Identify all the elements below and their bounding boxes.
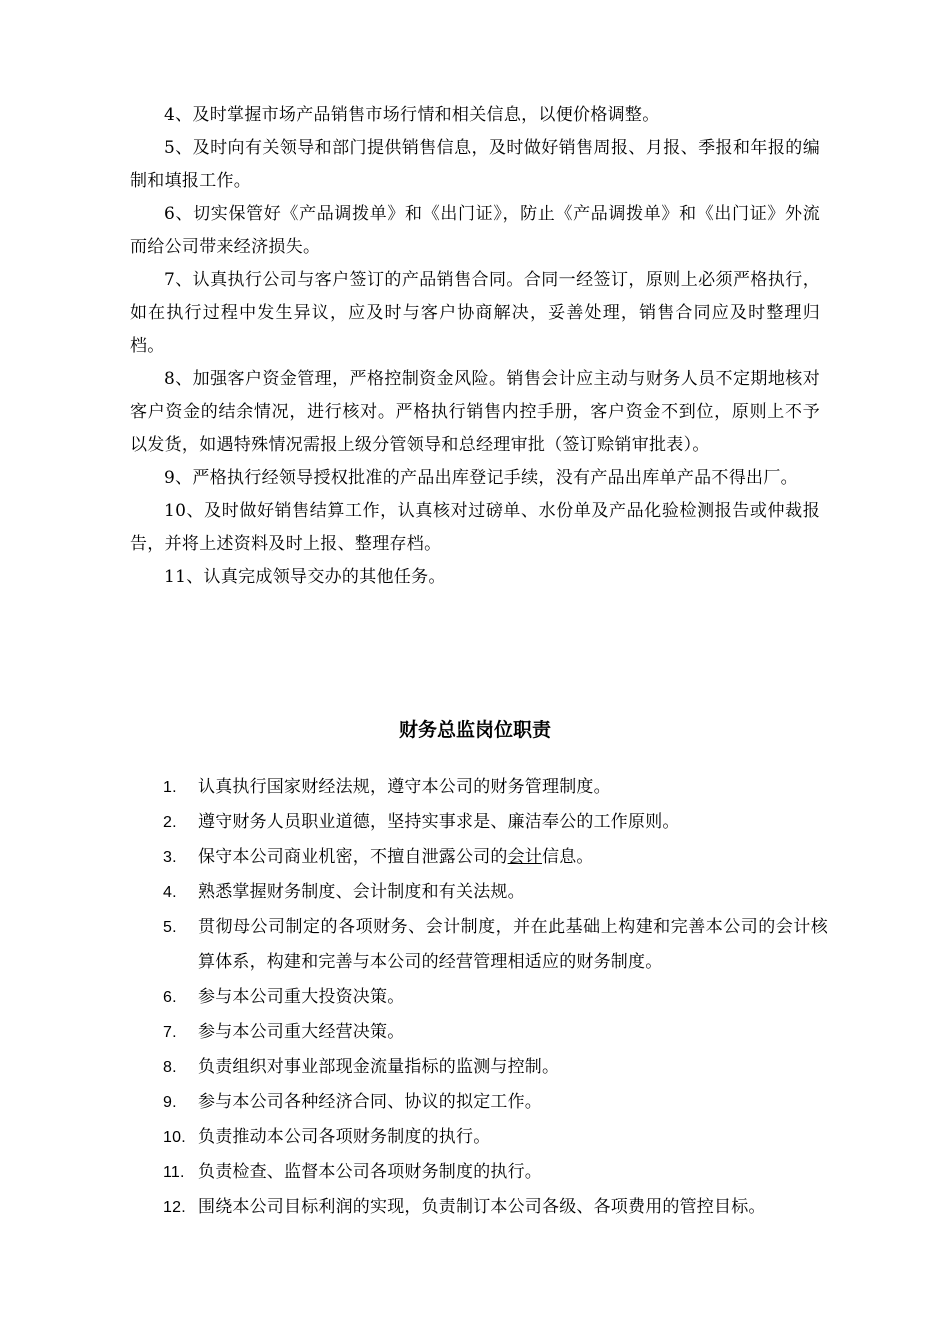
list-item-number: 5.	[163, 919, 177, 936]
list-item-number: 6.	[163, 989, 177, 1006]
list-item	[163, 840, 828, 875]
paragraph-item-11: 11、认真完成领导交办的其他任务。	[164, 567, 446, 587]
list-item-text	[198, 840, 828, 875]
list-item	[163, 805, 828, 840]
paragraph-item-7: 7、认真执行公司与客户签订的产品销售合同。合同一经签订，原则上必须严格执行，如在执行过程中发生异议，应及时与客户协商解决，妥善处理，销售合同应及时整理归档。	[130, 270, 820, 356]
paragraph-item-10: 10、及时做好销售结算工作，认真核对过磅单、水份单及产品化验检测报告或仲裁报告，并将上述资料及时上报、整理存档。	[130, 501, 820, 554]
paragraph-item-5: 5、及时向有关领导和部门提供销售信息，及时做好销售周报、月报、季报和年报的编制和填报工作。	[130, 138, 820, 191]
list-item-number: 1.	[163, 779, 177, 796]
list-item-number: 9.	[163, 1094, 177, 1111]
list-item-text: 围绕本公司目标利润的实现，负责制订本公司各级、各项费用的管控目标。	[198, 1197, 766, 1217]
list-item	[163, 1120, 828, 1155]
cfo-duties-list	[163, 770, 828, 1225]
list-item-text: 遵守财务人员职业道德，坚持实事求是、廉洁奉公的工作原则。	[198, 812, 680, 832]
paragraph-item-8: 8、加强客户资金管理，严格控制资金风险。销售会计应主动与财务人员不定期地核对客户资金的结余情况，进行核对。严格执行销售内控手册，客户资金不到位，原则上不予以发货，如遇特殊情况需报上级分管领导和总经理审批（签订赊销审批表）。	[130, 369, 820, 455]
underlined-term: 会计	[507, 847, 543, 867]
list-item	[163, 1015, 828, 1050]
list-item-text: 熟悉掌握财务制度、会计制度和有关法规。	[198, 882, 525, 902]
list-item-number: 10.	[163, 1129, 186, 1146]
list-item-text-after: 信息。	[542, 847, 594, 867]
paragraph-item-9: 9、严格执行经领导授权批准的产品出库登记手续，没有产品出库单产品不得出厂。	[164, 468, 798, 488]
paragraph-item-4: 4、及时掌握市场产品销售市场行情和相关信息，以便价格调整。	[164, 105, 660, 125]
paragraph-item-6: 6、切实保管好《产品调拨单》和《出门证》，防止《产品调拨单》和《出门证》外流而给公司带来经济损失。	[130, 204, 820, 257]
duties-paragraphs	[130, 99, 820, 594]
list-item	[163, 1050, 828, 1085]
list-item	[163, 1190, 828, 1225]
list-item	[163, 980, 828, 1015]
list-item-number: 4.	[163, 884, 177, 901]
list-item-number: 11.	[163, 1164, 185, 1181]
list-item-number: 7.	[163, 1024, 177, 1041]
list-item-number: 12.	[163, 1199, 186, 1216]
list-item-text: 负责推动本公司各项财务制度的执行。	[198, 1127, 491, 1147]
list-item	[163, 1085, 828, 1120]
list-item	[163, 1155, 828, 1190]
section-title: 财务总监岗位职责	[398, 719, 551, 741]
list-item	[163, 910, 828, 980]
list-item-text: 参与本公司重大投资决策。	[198, 987, 405, 1007]
list-item-text: 贯彻母公司制定的各项财务、会计制度，并在此基础上构建和完善本公司的会计核算体系，构建和完善与本公司的经营管理相适应的财务制度。	[198, 917, 828, 972]
list-item-text: 参与本公司各种经济合同、协议的拟定工作。	[198, 1092, 542, 1112]
list-item-number: 8.	[163, 1059, 177, 1076]
list-item	[163, 770, 828, 805]
list-item-text: 负责检查、监督本公司各项财务制度的执行。	[198, 1162, 542, 1182]
list-item-number: 3.	[163, 849, 177, 866]
list-item	[163, 875, 828, 910]
list-item-text-before: 保守本公司商业机密，不擅自泄露公司的	[198, 847, 508, 867]
list-item-text: 参与本公司重大经营决策。	[198, 1022, 405, 1042]
list-item-text: 认真执行国家财经法规，遵守本公司的财务管理制度。	[198, 777, 611, 797]
list-item-text: 负责组织对事业部现金流量指标的监测与控制。	[198, 1057, 560, 1077]
list-item-number: 2.	[163, 814, 177, 831]
